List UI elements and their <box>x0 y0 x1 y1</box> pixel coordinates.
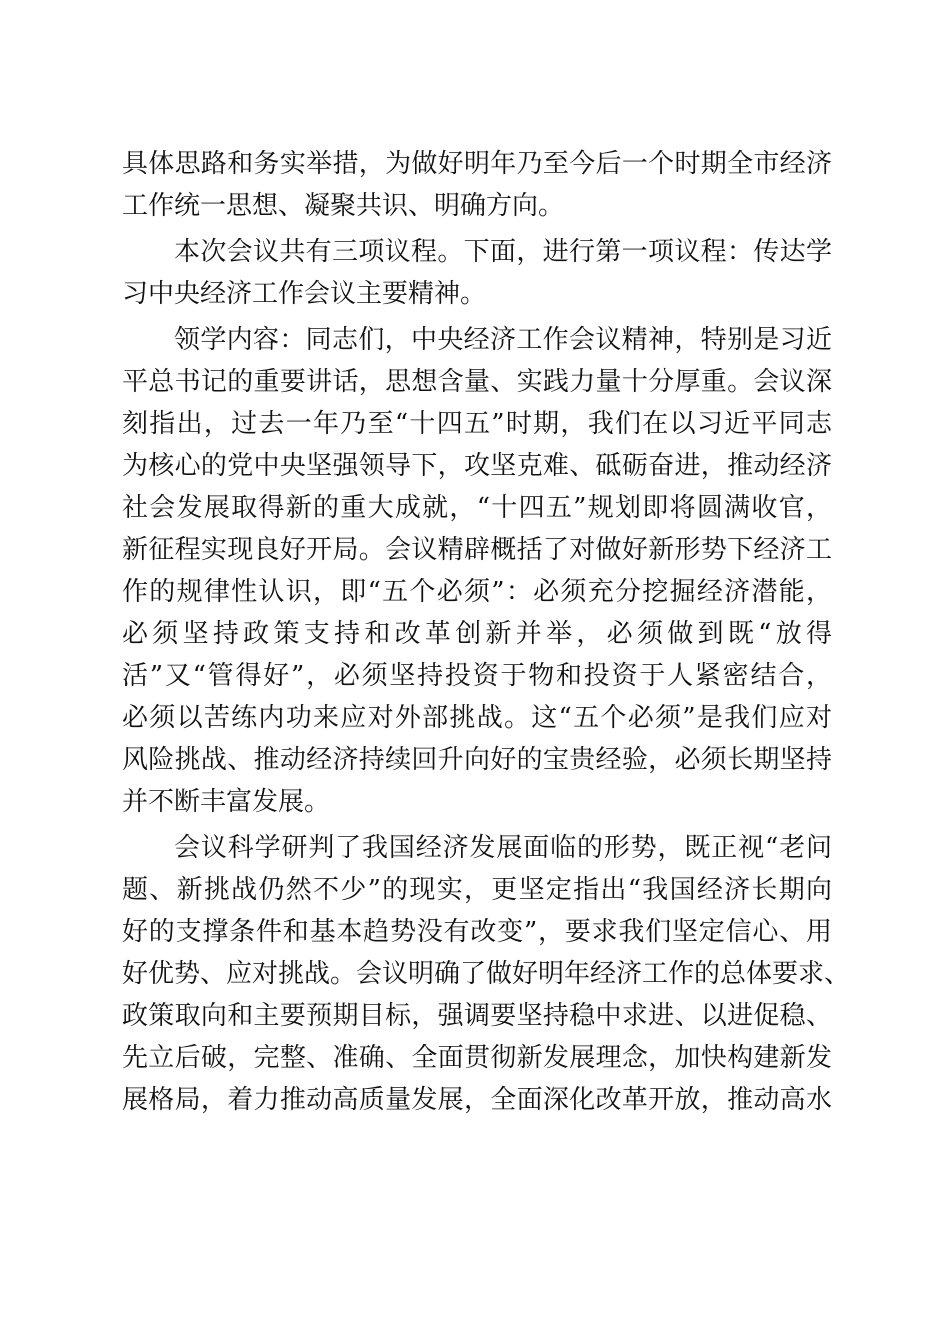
text-line: 好优势、应对挑战。会议明确了做好明年经济工作的总体要求、 <box>122 959 851 989</box>
text-line: 先立后破，完整、准确、全面贯彻新发展理念，加快构建新发 <box>122 1043 832 1073</box>
document-body <box>122 143 851 1121</box>
text-line: 活”又“管得好”，必须坚持投资于物和投资于人紧密结合， <box>122 661 832 691</box>
text-line: 好的支撑条件和基本趋势没有改变”，要求我们坚定信心、用 <box>122 917 832 947</box>
text-line: 为核心的党中央坚强领导下，攻坚克难、砥砺奋进，推动经济 <box>122 451 832 481</box>
text-line: 本次会议共有三项议程。下面，进行第一项议程：传达学 <box>174 237 832 267</box>
text-line: 展格局，着力推动高质量发展，全面深化改革开放，推动高水 <box>122 1085 832 1115</box>
text-line: 题、新挑战仍然不少”的现实，更坚定指出“我国经济长期向 <box>122 875 832 905</box>
text-line: 风险挑战、推动经济持续回升向好的宝贵经验，必须长期坚持 <box>122 745 832 775</box>
text-line: 必须坚持政策支持和改革创新并举，必须做到既“放得 <box>122 619 832 649</box>
paragraph <box>122 827 851 1121</box>
text-line: 社会发展取得新的重大成就，“十四五”规划即将圆满收官， <box>122 493 832 523</box>
paragraph <box>122 319 832 823</box>
text-line: 会议科学研判了我国经济发展面临的形势，既正视“老问 <box>174 833 832 863</box>
paragraph <box>122 231 832 315</box>
text-line: 刻指出，过去一年乃至“十四五”时期，我们在以习近平同志 <box>122 409 832 439</box>
text-line: 工作统一思想、凝聚共识、明确方向。 <box>122 191 565 221</box>
text-line: 具体思路和务实举措，为做好明年乃至今后一个时期全市经济 <box>122 149 832 179</box>
text-line: 平总书记的重要讲话，思想含量、实践力量十分厚重。会议深 <box>122 367 832 397</box>
text-line: 必须以苦练内功来应对外部挑战。这“五个必须”是我们应对 <box>122 703 832 733</box>
text-line: 作的规律性认识，即“五个必须”：必须充分挖掘经济潜能， <box>122 577 832 607</box>
paragraph <box>122 143 832 227</box>
text-line: 新征程实现良好开局。会议精辟概括了对做好新形势下经济工 <box>122 535 832 565</box>
text-line: 政策取向和主要预期目标，强调要坚持稳中求进、以进促稳、 <box>122 1001 832 1031</box>
text-line: 习中央经济工作会议主要精神。 <box>122 279 487 309</box>
text-line: 领学内容：同志们，中央经济工作会议精神，特别是习近 <box>174 325 832 355</box>
text-line: 并不断丰富发展。 <box>122 787 331 817</box>
